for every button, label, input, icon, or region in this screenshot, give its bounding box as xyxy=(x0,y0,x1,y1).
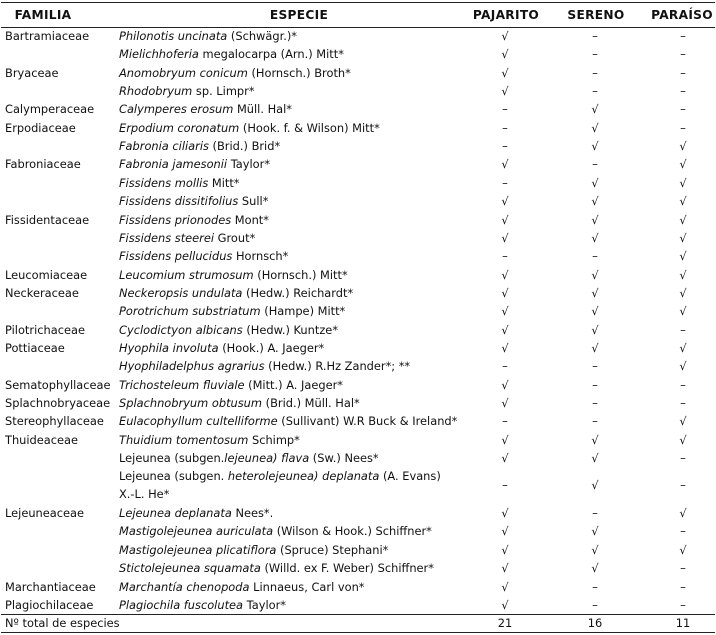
species-prefix: Lejeunea (subgen. xyxy=(119,469,228,484)
pajarito-mark: √ xyxy=(501,29,509,43)
table-row xyxy=(0,192,716,210)
species-name: Fabronia ciliaris xyxy=(119,139,209,154)
family-cell: Pilotrichaceae xyxy=(5,322,85,337)
species-name: Hyophiladelphus agrarius xyxy=(119,359,265,374)
family-cell: Fissidentaceae xyxy=(5,212,90,227)
species-name: Splachnobryum obtusum xyxy=(119,396,263,410)
paraiso-mark: – xyxy=(680,579,686,594)
species-authority: Nees*. xyxy=(231,506,274,521)
table-row xyxy=(0,578,716,596)
sereno-mark: √ xyxy=(591,120,599,135)
sereno-mark: – xyxy=(592,157,598,172)
species-name: Fissidens steerei xyxy=(119,230,215,245)
pajarito-mark: – xyxy=(502,414,508,429)
paraiso-mark: √ xyxy=(679,267,687,282)
header-pajarito: PAJARITO xyxy=(472,8,540,22)
species-cell xyxy=(119,247,288,265)
table-row xyxy=(0,321,716,339)
pajarito-mark: √ xyxy=(501,506,509,521)
paraiso-mark: √ xyxy=(679,340,687,355)
species-authority: (Sullivant) W.R Buck & Ireland* xyxy=(277,414,458,429)
paraiso-mark: √ xyxy=(679,285,687,300)
paraiso-mark: √ xyxy=(679,414,687,429)
species-cell xyxy=(119,394,360,412)
table-row xyxy=(0,449,716,467)
species-name: Anomobryum conicum xyxy=(119,65,248,80)
pajarito-mark: – xyxy=(502,102,508,117)
paraiso-mark: – xyxy=(680,597,686,612)
table-row xyxy=(0,431,716,449)
species-authority: (Mitt.) A. Jaeger* xyxy=(244,377,344,392)
table-row xyxy=(0,394,716,412)
species-authority: (Spruce) Stephani* xyxy=(276,542,389,557)
species-authority: Taylor* xyxy=(243,597,286,612)
table-row xyxy=(0,45,716,63)
species-cell xyxy=(119,467,441,503)
species-authority: Taylor* xyxy=(227,157,271,172)
table-row xyxy=(0,247,716,265)
table-row xyxy=(0,64,716,82)
table-row xyxy=(0,412,716,430)
table-row xyxy=(0,229,716,247)
paraiso-mark: – xyxy=(680,377,686,392)
species-name: lejeunea) flava xyxy=(224,451,310,466)
sereno-mark: √ xyxy=(591,230,599,245)
species-name: Mastigolejeunea plicatiflora xyxy=(119,542,277,557)
species-cell xyxy=(119,45,344,63)
sereno-mark: √ xyxy=(591,267,599,282)
species-name: Stictolejeunea squamata xyxy=(119,561,261,576)
species-authority: (Hook. f. & Wilson) Mitt* xyxy=(239,120,380,135)
species-authority: (Wilson & Hook.) Schiffner* xyxy=(273,524,432,539)
species-cell xyxy=(119,339,324,357)
table-row xyxy=(0,155,716,173)
pajarito-mark: √ xyxy=(501,340,509,355)
sereno-mark: √ xyxy=(591,194,599,209)
species-authority: (Hornsch.) Mitt* xyxy=(253,267,348,282)
pajarito-mark: √ xyxy=(501,396,509,410)
table-row xyxy=(0,357,716,375)
paraiso-mark: √ xyxy=(679,542,687,557)
species-name: Lejeunea deplanata xyxy=(119,506,232,521)
species-cell xyxy=(119,211,269,229)
paraiso-mark: √ xyxy=(679,157,687,172)
species-cell xyxy=(119,412,457,430)
species-cell xyxy=(119,229,255,247)
pajarito-mark: – xyxy=(502,120,508,135)
paraiso-mark: √ xyxy=(679,139,687,154)
table-row xyxy=(0,119,716,137)
paraiso-mark: √ xyxy=(679,230,687,245)
pajarito-mark: √ xyxy=(501,285,509,300)
paraiso-mark: – xyxy=(680,65,686,80)
paraiso-mark: – xyxy=(680,120,686,135)
pajarito-mark: √ xyxy=(501,84,509,99)
sereno-mark: – xyxy=(592,47,598,62)
pajarito-mark: – xyxy=(502,478,508,493)
pajarito-mark: – xyxy=(502,249,508,264)
paraiso-mark: – xyxy=(680,47,686,62)
species-cell xyxy=(119,596,286,614)
table-row xyxy=(0,284,716,302)
paraiso-mark: – xyxy=(680,102,686,117)
sereno-mark: √ xyxy=(591,139,599,154)
species-cell xyxy=(119,578,364,596)
table-row xyxy=(0,100,716,118)
sereno-mark: √ xyxy=(591,212,599,227)
family-cell: Neckeraceae xyxy=(5,285,79,300)
paraiso-mark: – xyxy=(680,29,686,43)
pajarito-mark: √ xyxy=(501,451,509,466)
pajarito-mark: √ xyxy=(501,212,509,227)
species-cell xyxy=(119,119,380,137)
pajarito-mark: √ xyxy=(501,230,509,245)
species-cell xyxy=(119,82,255,100)
pajarito-mark: √ xyxy=(501,542,509,557)
species-name: Neckeropsis undulata xyxy=(119,285,243,300)
paraiso-mark: √ xyxy=(679,175,687,190)
table-row xyxy=(0,174,716,192)
family-cell: Bryaceae xyxy=(5,65,59,80)
species-name: Marchantía chenopoda xyxy=(119,579,250,594)
table-row xyxy=(0,559,716,577)
total-row xyxy=(0,614,716,632)
family-cell: Splachnobryaceae xyxy=(5,396,111,410)
family-cell: Erpodiaceae xyxy=(5,120,76,135)
species-authority: megalocarpa (Arn.) Mitt* xyxy=(198,47,344,62)
pajarito-mark: √ xyxy=(501,65,509,80)
species-cell xyxy=(119,522,432,540)
pajarito-mark: √ xyxy=(501,579,509,594)
species-cell xyxy=(119,559,434,577)
species-name: Hyophila involuta xyxy=(119,340,219,355)
table-row xyxy=(0,302,716,320)
paraiso-mark: – xyxy=(680,561,686,576)
species-authority: Müll. Hal* xyxy=(233,102,292,117)
pajarito-mark: √ xyxy=(501,322,509,337)
family-cell: Calymperaceae xyxy=(5,102,95,117)
species-cell xyxy=(119,100,292,118)
sereno-mark: – xyxy=(592,414,598,429)
table-row xyxy=(0,211,716,229)
family-cell: Stereophyllaceae xyxy=(5,414,104,429)
paraiso-mark: √ xyxy=(679,432,687,447)
pajarito-mark: √ xyxy=(501,157,509,172)
header-sereno: SERENO xyxy=(567,8,625,22)
table-row xyxy=(0,266,716,284)
species-cell xyxy=(119,174,240,192)
table-row xyxy=(0,27,716,45)
species-authority: (Hedw.) R.Hz Zander*; ** xyxy=(264,359,411,374)
sereno-mark: √ xyxy=(591,542,599,557)
table-row xyxy=(0,376,716,394)
family-cell: Plagiochilaceae xyxy=(5,597,94,612)
sereno-mark: √ xyxy=(591,304,599,319)
species-name: Thuidium tomentosum xyxy=(119,432,249,447)
species-name: Leucomium strumosum xyxy=(119,267,254,282)
pajarito-mark: – xyxy=(502,175,508,190)
sereno-mark: – xyxy=(592,377,598,392)
species-name: heterolejeunea) deplanata xyxy=(227,469,380,484)
species-cell xyxy=(119,192,268,210)
sereno-mark: – xyxy=(592,249,598,264)
family-cell: Bartramiaceae xyxy=(5,29,90,43)
paraiso-mark: √ xyxy=(679,506,687,521)
species-prefix: Lejeunea (subgen. xyxy=(119,451,225,466)
pajarito-mark: √ xyxy=(501,524,509,539)
pajarito-mark: √ xyxy=(501,194,509,209)
species-authority: (Willd. ex F. Weber) Schiffner* xyxy=(260,561,434,576)
pajarito-mark: √ xyxy=(501,47,509,62)
sereno-mark: – xyxy=(592,359,598,374)
species-name: Calymperes erosum xyxy=(119,102,234,117)
species-authority: Hornsch* xyxy=(232,249,289,264)
species-name: Rhodobryum xyxy=(119,84,193,99)
sereno-mark: √ xyxy=(591,322,599,337)
paraiso-mark: √ xyxy=(679,249,687,264)
sereno-mark: √ xyxy=(591,340,599,355)
species-authority: (Hook.) A. Jaeger* xyxy=(218,340,325,355)
species-cell xyxy=(119,266,348,284)
family-cell: Lejeuneaceae xyxy=(5,506,85,521)
sereno-mark: √ xyxy=(591,451,599,466)
header-row xyxy=(0,3,716,27)
species-cell xyxy=(119,155,270,173)
species-authority: Mitt* xyxy=(208,175,240,190)
species-name: Mielichhoferia xyxy=(119,47,199,62)
table-row xyxy=(0,339,716,357)
species-name: Fissidens mollis xyxy=(119,175,209,190)
sereno-mark: – xyxy=(592,65,598,80)
species-authority: Grout* xyxy=(214,230,256,245)
sereno-mark: √ xyxy=(591,561,599,576)
total-paraiso: 11 xyxy=(675,616,691,630)
pajarito-mark: √ xyxy=(501,597,509,612)
sereno-mark: √ xyxy=(591,478,599,493)
species-authority: Sull* xyxy=(238,194,269,209)
family-cell: Leucomiaceae xyxy=(5,267,88,282)
paraiso-mark: – xyxy=(680,322,686,337)
species-authority: (Hedw.) Reichardt* xyxy=(242,285,354,300)
table-row xyxy=(0,596,716,614)
species-cell xyxy=(119,284,353,302)
species-authority: (Schwägr.)* xyxy=(227,29,297,43)
bottom-rule xyxy=(1,632,715,633)
family-cell: Pottiaceae xyxy=(5,340,65,355)
species-authority: (Hornsch.) Broth* xyxy=(247,65,351,80)
species-cell xyxy=(119,321,338,339)
family-cell: Fabroniaceae xyxy=(5,157,81,172)
pajarito-mark: √ xyxy=(501,377,509,392)
table-row xyxy=(0,504,716,522)
species-cell xyxy=(119,504,273,522)
species-authority: (Hedw.) Kuntze* xyxy=(242,322,339,337)
sereno-mark: √ xyxy=(591,524,599,539)
paraiso-mark: – xyxy=(680,478,686,493)
species-cell xyxy=(119,449,379,467)
sereno-mark: – xyxy=(592,396,598,410)
table-row xyxy=(0,82,716,100)
species-cell xyxy=(119,302,345,320)
pajarito-mark: √ xyxy=(501,267,509,282)
paraiso-mark: √ xyxy=(679,359,687,374)
table-row xyxy=(0,541,716,559)
species-authority: (Sw.) Nees* xyxy=(309,451,379,466)
species-cell xyxy=(119,541,388,559)
pajarito-mark: – xyxy=(502,359,508,374)
table-row xyxy=(0,137,716,155)
total-pajarito: 21 xyxy=(497,616,513,630)
species-name: Philonotis uncinata xyxy=(119,29,228,43)
species-authority: Linnaeus, Carl von* xyxy=(249,579,365,594)
species-name: Mastigolejeunea auriculata xyxy=(119,524,274,539)
species-cell xyxy=(119,64,351,82)
sereno-mark: – xyxy=(592,597,598,612)
species-name: Fissidens dissitifolius xyxy=(119,194,239,209)
species-authority: (Brid.) Müll. Hal* xyxy=(262,396,360,410)
header-paraiso: PARAÍSO xyxy=(651,8,713,22)
species-authority: (A. Evans) xyxy=(379,469,441,484)
paraiso-mark: – xyxy=(680,84,686,99)
species-authority-cont: X.-L. He* xyxy=(119,487,170,502)
species-name: Fissidens pellucidus xyxy=(119,249,233,264)
paraiso-mark: – xyxy=(680,524,686,539)
species-name: Cyclodictyon albicans xyxy=(119,322,243,337)
pajarito-mark: – xyxy=(502,139,508,154)
total-sereno: 16 xyxy=(587,616,603,630)
species-authority: sp. Limpr* xyxy=(192,84,255,99)
paraiso-mark: √ xyxy=(679,304,687,319)
pajarito-mark: √ xyxy=(501,432,509,447)
total-label: Nº total de especies xyxy=(5,616,120,630)
sereno-mark: – xyxy=(592,29,598,43)
family-cell: Sematophyllaceae xyxy=(5,377,111,392)
species-name: Fissidens prionodes xyxy=(119,212,232,227)
species-name: Eulacophyllum cultelliforme xyxy=(119,414,278,429)
species-cell xyxy=(119,137,280,155)
paraiso-mark: – xyxy=(680,451,686,466)
species-cell xyxy=(119,27,297,45)
sereno-mark: √ xyxy=(591,102,599,117)
species-cell xyxy=(119,357,410,375)
sereno-mark: √ xyxy=(591,285,599,300)
paraiso-mark: √ xyxy=(679,212,687,227)
species-name: Trichosteleum fluviale xyxy=(119,377,245,392)
species-cell xyxy=(119,431,300,449)
paraiso-mark: √ xyxy=(679,194,687,209)
pajarito-mark: √ xyxy=(501,304,509,319)
species-authority: (Hampe) Mitt* xyxy=(260,304,346,319)
table-row xyxy=(0,467,716,504)
species-cell xyxy=(119,376,343,394)
paraiso-mark: – xyxy=(680,396,686,410)
sereno-mark: – xyxy=(592,579,598,594)
family-cell: Thuideaceae xyxy=(5,432,79,447)
species-authority: Mont* xyxy=(231,212,269,227)
table-row xyxy=(0,522,716,540)
species-name: Plagiochila fuscolutea xyxy=(119,597,244,612)
species-authority: (Brid.) Brid* xyxy=(208,139,281,154)
pajarito-mark: √ xyxy=(501,561,509,576)
species-name: Fabronia jamesonii xyxy=(119,157,228,172)
family-cell: Marchantiaceae xyxy=(5,579,96,594)
sereno-mark: √ xyxy=(591,175,599,190)
sereno-mark: √ xyxy=(591,432,599,447)
species-name: Porotrichum substriatum xyxy=(119,304,261,319)
sereno-mark: – xyxy=(592,84,598,99)
species-authority: Schimp* xyxy=(248,432,300,447)
header-familia: FAMILIA xyxy=(14,8,72,22)
sereno-mark: – xyxy=(592,506,598,521)
header-especie: ESPECIE xyxy=(269,8,329,22)
species-name: Erpodium coronatum xyxy=(119,120,240,135)
